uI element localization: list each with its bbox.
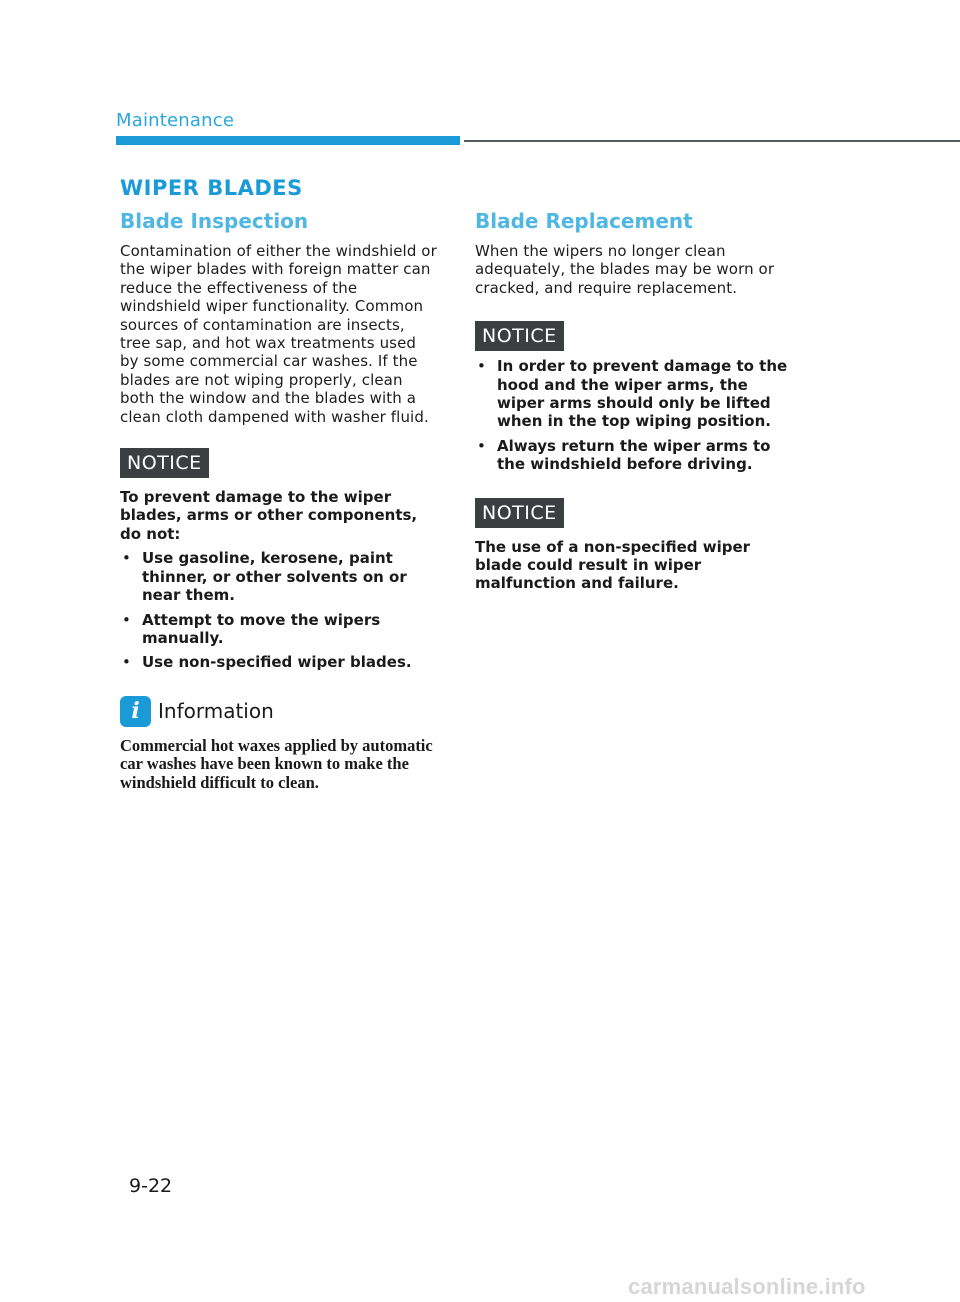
notice-text: The use of a non-specified wiper blade could result in wiper malfunction and failure.: [475, 537, 751, 593]
information-block: [120, 696, 438, 793]
notice-badge: NOTICE: [475, 321, 564, 351]
left-column: [120, 206, 438, 792]
watermark: carmanualsonline.info: [628, 1274, 866, 1299]
information-text: Commercial hot waxes applied by automatic car washes have been known to make the windshield difficult to clean.: [120, 735, 433, 792]
blade-inspection-body: Contamination of either the windshield or the wiper blades with foreign matter can reduce the effectiveness of the windshield wiper functionality. Common sources of contamination are insects, tree sap, and hot wax treatments used by some commercial car washes. If the blades are not wiping properly, clean both the window and the blades with a clean cloth dampened with washer fluid.: [120, 242, 437, 426]
blade-replacement-body: When the wipers no longer clean adequately, the blades may be worn or cracked, and require replacement.: [475, 242, 775, 297]
notice-intro: To prevent damage to the wiper blades, arms or other components, do not:: [120, 488, 418, 543]
page-number: 9-22: [129, 1175, 173, 1197]
list-item: • Always return the wiper arms to the windshield before driving.: [477, 436, 771, 474]
header-accent-rule: [116, 136, 460, 145]
notice-badge: NOTICE: [475, 498, 564, 528]
info-icon: i: [120, 696, 151, 727]
notice-badge: NOTICE: [120, 448, 209, 478]
notice-list: [475, 357, 793, 473]
blade-replacement-heading: Blade Replacement: [475, 209, 693, 233]
notice-block-inspection: [120, 448, 438, 672]
notice-list: [120, 549, 438, 671]
notice-block-replacement-1: [475, 321, 793, 473]
header-divider-rule: [464, 140, 960, 142]
right-column: [475, 206, 793, 593]
blade-inspection-heading: Blade Inspection: [120, 209, 309, 233]
information-label: Information: [158, 699, 274, 724]
header-section-label: Maintenance: [116, 110, 235, 131]
list-item: • Use non-specified wiper blades.: [122, 653, 412, 672]
section-title: WIPER BLADES: [120, 176, 303, 200]
list-item: • Attempt to move the wipers manually.: [122, 610, 381, 647]
list-item: • In order to prevent damage to the hood and the wiper arms, the wiper arms should only be lifted when in the top wiping position.: [477, 357, 788, 431]
notice-block-replacement-2: [475, 498, 793, 593]
list-item: • Use gasoline, kerosene, paint thinner, or other solvents on or near them.: [122, 549, 407, 605]
